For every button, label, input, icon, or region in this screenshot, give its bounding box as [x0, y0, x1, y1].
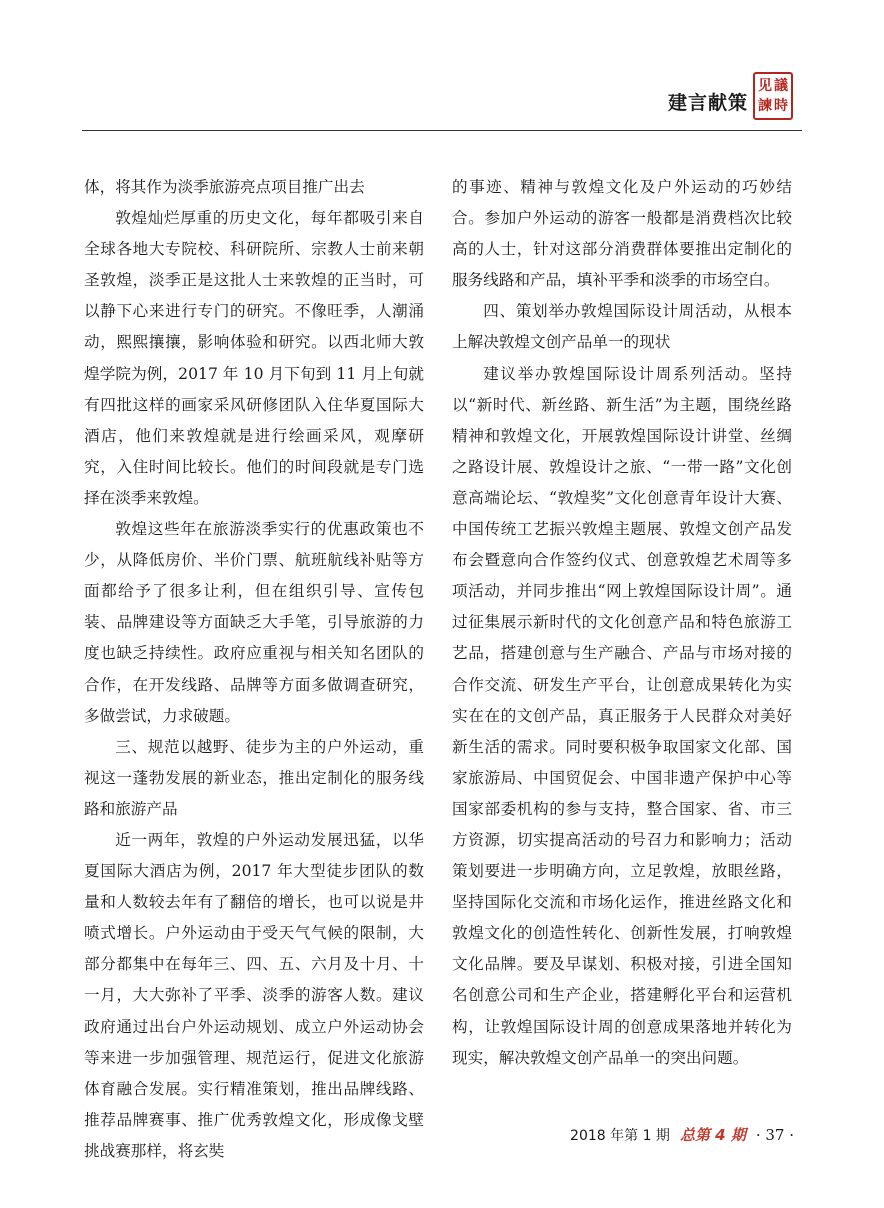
header-divider	[82, 130, 802, 131]
paragraph: 建议举办敦煌国际设计周系列活动。坚持以“新时代、新丝路、新生活”为主题，围绕丝路精神和敦煌文化，开展敦煌国际设计讲堂、丝绸之路设计展、敦煌设计之旅、“一带一路”文化创意高端论坛、“敦煌奖”文化创意青年设计大赛、中国传统工艺振兴敦煌主题展、敦煌文创产品发布会暨意向合作签约仪式、创意敦煌艺术周等多项活动，并同步推出“网上敦煌国际设计周”。通过征集展示新时代的文化创意产品和特色旅游工艺品，搭建创意与生产融合、产品与市场对接的合作交流、研发生产平台，让创意成果转化为实实在在的文创产品，真正服务于人民群众对美好新生活的需求。同时要积极争取国家文化部、国家旅游局、中国贸促会、中国非遗产保护中心等国家部委机构的参与支持，整合国家、省、市三方资源，切实提高活动的号召力和影响力；活动策划要进一步明确方向，立足敦煌，放眼丝路，坚持国际化交流和市场化运作，推进丝路文化和敦煌文化的创造性转化、创新性发展，打响敦煌文化品牌。要及早谋划、积极对接，引进全国知名创意公司和生产企业，搭建孵化平台和运营机构，让敦煌国际设计周的创意成果落地并转化为现实，解决敦煌文创产品单一的突出问题。	[452, 364, 792, 1067]
issue-date: 2018 年第 1 期	[570, 1128, 670, 1144]
page-footer	[570, 1124, 794, 1145]
paragraph: 的事迹、精神与敦煌文化及户外运动的巧妙结合。参加户外运动的游客一般都是消费档次比较高的人士，针对这部分消费群体要推出定制化的服务线路和产品，填补平季和淡季的市场空白。	[452, 178, 792, 290]
column-seal-logo	[753, 72, 793, 120]
seal-char: 諫	[758, 98, 772, 114]
seal-char: 議	[774, 78, 788, 94]
section-heading: 三、规范以越野、徒步为主的户外运动，重视这一蓬勃发展的新业态，推出定制化的服务线路和旅游产品	[84, 737, 424, 818]
paragraph: 体，将其作为淡季旅游亮点项目推广出去	[84, 178, 365, 196]
seal-char: 见	[758, 78, 772, 94]
section-heading: 四、策划举办敦煌国际设计周活动，从根本上解决敦煌文创产品单一的现状	[452, 302, 792, 352]
paragraph: 敦煌这些年在旅游淡季实行的优惠政策也不少，从降低房价、半价门票、航班航线补贴等方面都给予了很多让利，但在组织引导、宣传包装、品牌建设等方面缺乏大手笔，引导旅游的力度也缺乏持续性。政府应重视与相关知名团队的合作，在开发线路、品牌等方面多做调查研究，多做尝试，力求破题。	[84, 520, 424, 725]
left-text-column	[84, 172, 424, 1167]
paragraph: 敦煌灿烂厚重的历史文化，每年都吸引来自全球各地大专院校、科研院所、宗教人士前来朝圣敦煌，淡季正是这批人士来敦煌的正当时，可以静下心来进行专门的研究。不像旺季，人潮涌动，熙熙攘攘，影响体验和研究。以西北师大敦煌学院为例，2017 年 10 月下旬到 11 月上旬就有四批这样的画家采风研修团队入住华夏国际大酒店，他们来敦煌就是进行绘画采风，观摩研究，入住时间比较长。他们的时间段就是专门选择在淡季来敦煌。	[84, 209, 424, 507]
seal-char: 時	[774, 98, 788, 114]
right-text-column	[452, 172, 792, 1074]
paragraph: 近一两年，敦煌的户外运动发展迅猛，以华夏国际大酒店为例，2017 年大型徒步团队的数量和人数较去年有了翻倍的增长，也可以说是井喷式增长。户外运动由于受天气气候的限制，大部分都集中在每年三、四、五、六月及十月、十一月，大大弥补了平季、淡季的游客人数。建议政府通过出台户外运动规划、成立户外运动协会等来进一步加强管理、规范运行，促进文化旅游体育融合发展。实行精准策划，推出品牌线路、推荐品牌赛事、推广优秀敦煌文化，形成像戈壁挑战赛那样，将玄奘	[84, 830, 424, 1160]
issue-number: 总第 4 期	[679, 1126, 746, 1144]
section-title: 建言献策	[667, 92, 748, 114]
page-number: · 37 ·	[755, 1126, 794, 1144]
